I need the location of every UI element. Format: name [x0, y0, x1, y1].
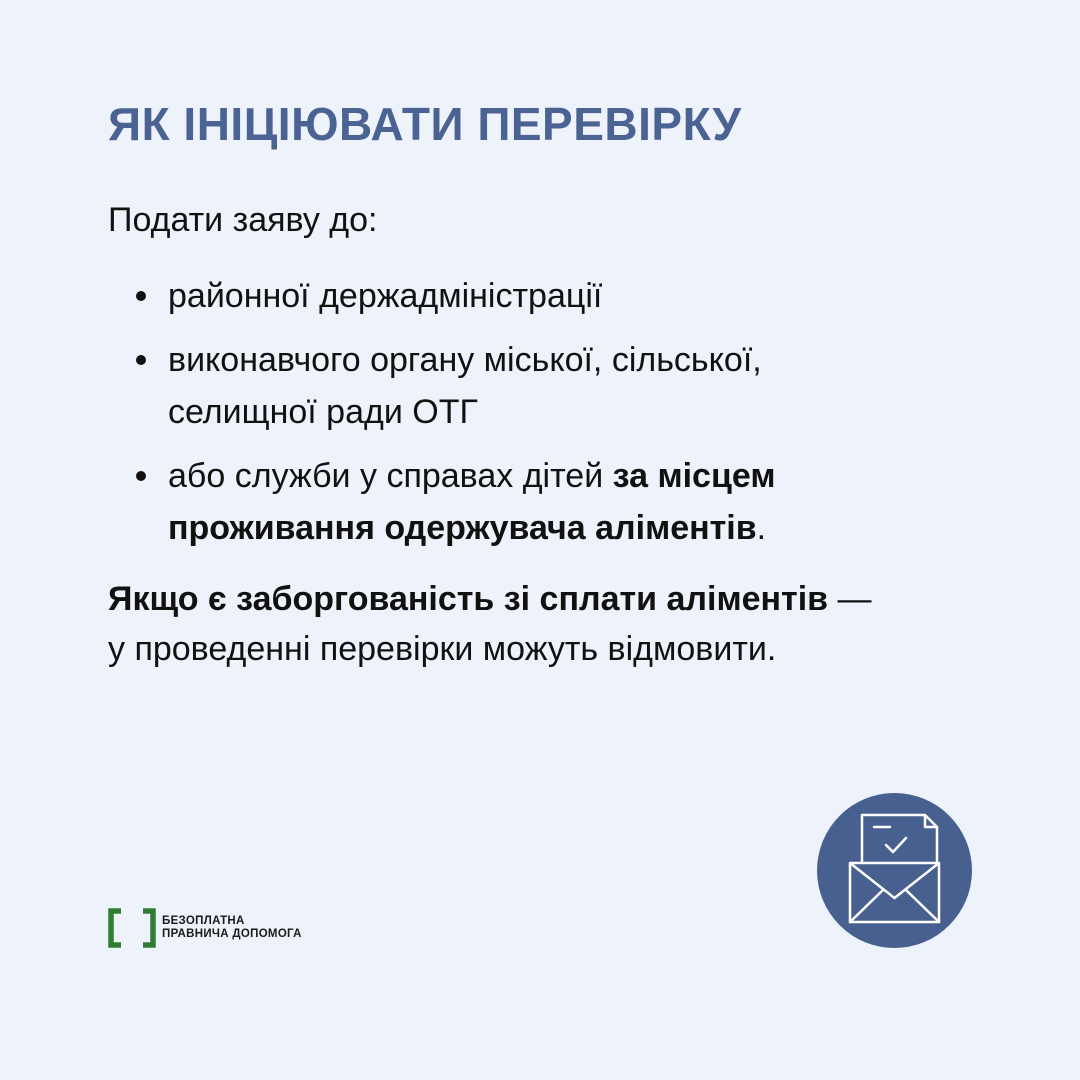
- bullet-dot-icon: [136, 471, 146, 481]
- note-text: у проведенні перевірки можуть відмовити.: [108, 630, 777, 668]
- bullet-dot-icon: [136, 355, 146, 365]
- intro-text: Подати заяву до:: [108, 201, 378, 239]
- list-item-text: районної держадміністрації: [168, 277, 603, 315]
- list-item-line: [168, 450, 896, 502]
- note-line: [108, 574, 872, 624]
- logo-line: БЕЗОПЛАТНА: [162, 915, 245, 927]
- mail-badge: [817, 793, 972, 948]
- list-item: [136, 334, 896, 438]
- page-title: ЯК ІНІЦІЮВАТИ ПЕРЕВІРКУ: [108, 98, 742, 150]
- logo-text: [162, 915, 302, 941]
- list-item: [136, 270, 896, 322]
- list-item-text: виконавчого органу міської, сільської,: [168, 341, 762, 379]
- bullet-dot-icon: [136, 291, 146, 301]
- authority-list: [136, 270, 896, 566]
- mail-document-icon: [817, 793, 972, 948]
- list-item-emphasis: проживання одержувача аліментів: [168, 509, 757, 547]
- bracket-logo-icon: [108, 908, 156, 948]
- list-item-text: .: [756, 509, 767, 547]
- list-item: [136, 450, 896, 554]
- logo-line: ПРАВНИЧА ДОПОМОГА: [162, 928, 302, 940]
- list-item-text: або служби у справах дітей: [168, 457, 613, 495]
- debt-note: [108, 574, 872, 674]
- note-text: —: [828, 580, 872, 618]
- list-item-text: селищної ради ОТГ: [168, 393, 478, 431]
- note-emphasis: Якщо є заборгованість зі сплати аліментів: [108, 580, 829, 618]
- legal-aid-logo: [108, 908, 302, 948]
- list-item-line: [168, 502, 896, 554]
- list-item-emphasis: за місцем: [612, 457, 776, 495]
